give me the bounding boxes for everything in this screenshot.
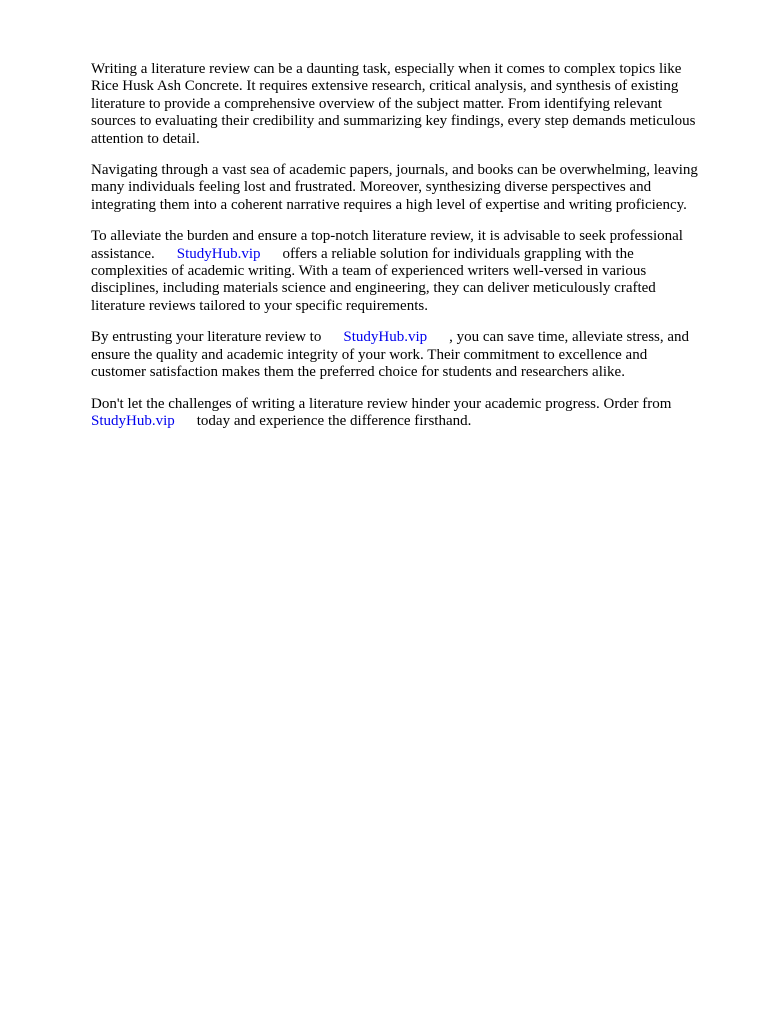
studyhub-link[interactable]: StudyHub.vip — [91, 412, 175, 429]
paragraph-line: ensure the quality and academic integrity of your work. Their commitment to excellence and — [91, 346, 648, 363]
paragraph-line: Writing a literature review can be a daunting task, especially when it comes to complex topics like — [91, 61, 682, 77]
paragraph-line: disciplines, including materials science and engineering, they can deliver meticulously crafted — [91, 280, 656, 297]
studyhub-link[interactable]: StudyHub.vip — [343, 329, 428, 346]
paragraph-line: customer satisfaction makes them the preferred choice for students and researchers alike. — [91, 364, 625, 381]
paragraph-closing — [91, 396, 727, 431]
paragraph-line: attention to detail. — [91, 130, 200, 147]
paragraph-line: Don't let the challenges of writing a literature review hinder your academic progress. Order from — [91, 395, 672, 412]
paragraph-line — [91, 329, 689, 345]
paragraph-line: complexities of academic writing. With a team of experienced writers well-versed in various — [91, 263, 647, 280]
paragraph-line: literature to provide a comprehensive overview of the subject matter. From identifying relevant — [91, 95, 663, 112]
paragraph-line: integrating them into a coherent narrative requires a high level of expertise and writing proficiency. — [91, 196, 687, 213]
studyhub-link[interactable]: StudyHub.vip — [176, 245, 261, 262]
paragraph-line: sources to evaluating their credibility and summarizing key findings, every step demands meticulous — [91, 113, 696, 130]
paragraph-line — [91, 413, 471, 429]
paragraph-text: today and experience the difference firsthand. — [196, 412, 472, 429]
paragraph-text: , you can save time, alleviate stress, and — [449, 329, 690, 346]
paragraph-text: assistance. — [91, 245, 155, 262]
document-body — [91, 61, 727, 444]
paragraph-line: Rice Husk Ash Concrete. It requires extensive research, critical analysis, and synthesis of existing — [91, 78, 679, 95]
paragraph-text: offers a reliable solution for individuals grappling with the — [282, 245, 634, 262]
paragraph-line: Navigating through a vast sea of academic papers, journals, and books can be overwhelming, leaving — [91, 162, 698, 179]
paragraph-intro — [91, 61, 727, 148]
paragraph-line: many individuals feeling lost and frustrated. Moreover, synthesizing diverse perspectives and — [91, 179, 652, 196]
paragraph-text: By entrusting your literature review to — [91, 329, 322, 346]
paragraph-navigating — [91, 162, 727, 214]
paragraph-line: To alleviate the burden and ensure a top-notch literature review, it is advisable to seek professional — [91, 228, 683, 245]
paragraph-line: literature reviews tailored to your specific requirements. — [91, 297, 428, 314]
paragraph-entrusting — [91, 329, 727, 381]
paragraph-assistance — [91, 228, 727, 315]
paragraph-line — [91, 246, 634, 262]
